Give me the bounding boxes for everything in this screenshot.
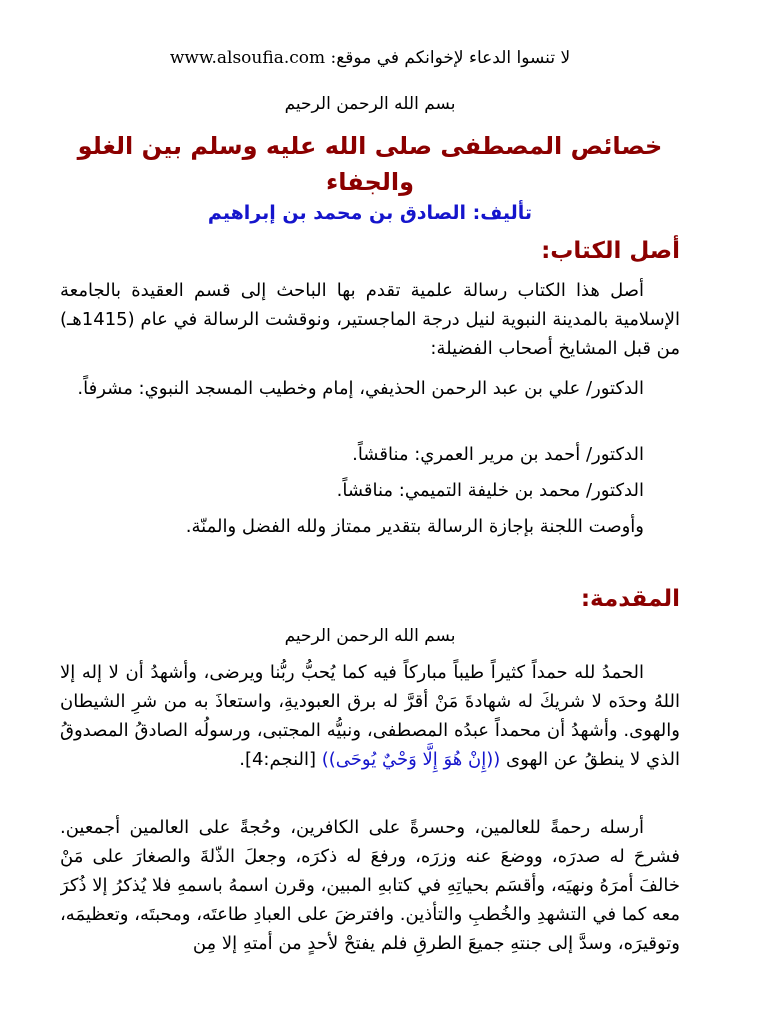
paragraph-supervisor: الدكتور/ علي بن عبد الرحمن الحذيفي، إمام وخطيب المسجد النبوي: مشرفاً. xyxy=(77,378,644,399)
paragraph-committee: وأوصت اللجنة بإجازة الرسالة بتقدير ممتاز ولله الفضل والمنّة. xyxy=(185,516,644,537)
paragraph-praise xyxy=(60,658,680,774)
basmala-intro: بسم الله الرحمن الرحيم xyxy=(284,626,456,646)
book-title: خصائص المصطفى صلى الله عليه وسلم بين الغلو والجفاء xyxy=(77,132,663,196)
quran-verse: ((إِنْ هُوَ إِلَّا وَحْيٌ يُوحَى)) xyxy=(321,749,501,770)
praise-text: الحمدُ لله حمداً كثيراً طيباً مباركاً فيه كما يُحبُّ ربُّنا ويرضى، وأشهدُ أن لا إله إلا اللهُ وحدَه لا شريكَ له شهادةَ مَنْ أقرَّ له برق العبوديةِ، واستعاذَ به من شرِ الشيطان والهوى. وأشهدُ أن محمداً عبدُه المصطفى، ونبيُّه المجتبى، ورسولُه الصادقُ المصدوقُ الذي لا ينطقُ عن الهوى xyxy=(60,662,680,770)
paragraph-examiner-2: الدكتور/ محمد بن خليفة التميمي: مناقشاً. xyxy=(336,480,644,501)
book-author: تأليف: الصادق بن محمد بن إبراهيم xyxy=(207,202,533,224)
verse-reference: [النجم:4]. xyxy=(239,749,322,770)
site-reminder-line: لا تنسوا الدعاء لإخوانكم في موقع: www.alsoufia.com xyxy=(169,48,571,68)
section-heading-intro: المقدمة: xyxy=(580,586,680,612)
basmala-header: بسم الله الرحمن الرحيم xyxy=(284,94,456,114)
paragraph-mission: أرسله رحمةً للعالمين، وحسرةً على الكافرين، وحُجةً على العالمين أجمعين. فشرحَ له صدرَه، ووضعَ عنه وزرَه، ورفعَ له ذكرَه، وجعلَ الذّلةَ والصغارَ على مَنْ خالفَ أمرَهُ ونهيَه، وأقسَم بحياتِهِ في كتابهِ المبين، وقرن اسمهُ باسمهِ فلا يُذكرُ إلا ذُكرَ معه كما في التشهدِ والخُطبِ والتأذين. وافترضَ على العبادِ طاعتَه، ومحبتَه، وتعظيمَه، وتوقيرَه، وسدَّ إلى جنتهِ جميعَ الطرقِ فلم يفتحْ لأحدٍ من أمتهِ إلا مِن xyxy=(60,817,680,954)
paragraph-examiner-1: الدكتور/ أحمد بن مرير العمري: مناقشاً. xyxy=(352,444,644,465)
section-heading-origin: أصل الكتاب: xyxy=(541,238,680,264)
paragraph-origin: أصل هذا الكتاب رسالة علمية تقدم بها الباحث إلى قسم العقيدة بالجامعة الإسلامية بالمدينة النبوية لنيل درجة الماجستير، ونوقشت الرسالة في عام (1415هـ) من قبل المشايخ أصحاب الفضيلة: xyxy=(60,280,680,359)
